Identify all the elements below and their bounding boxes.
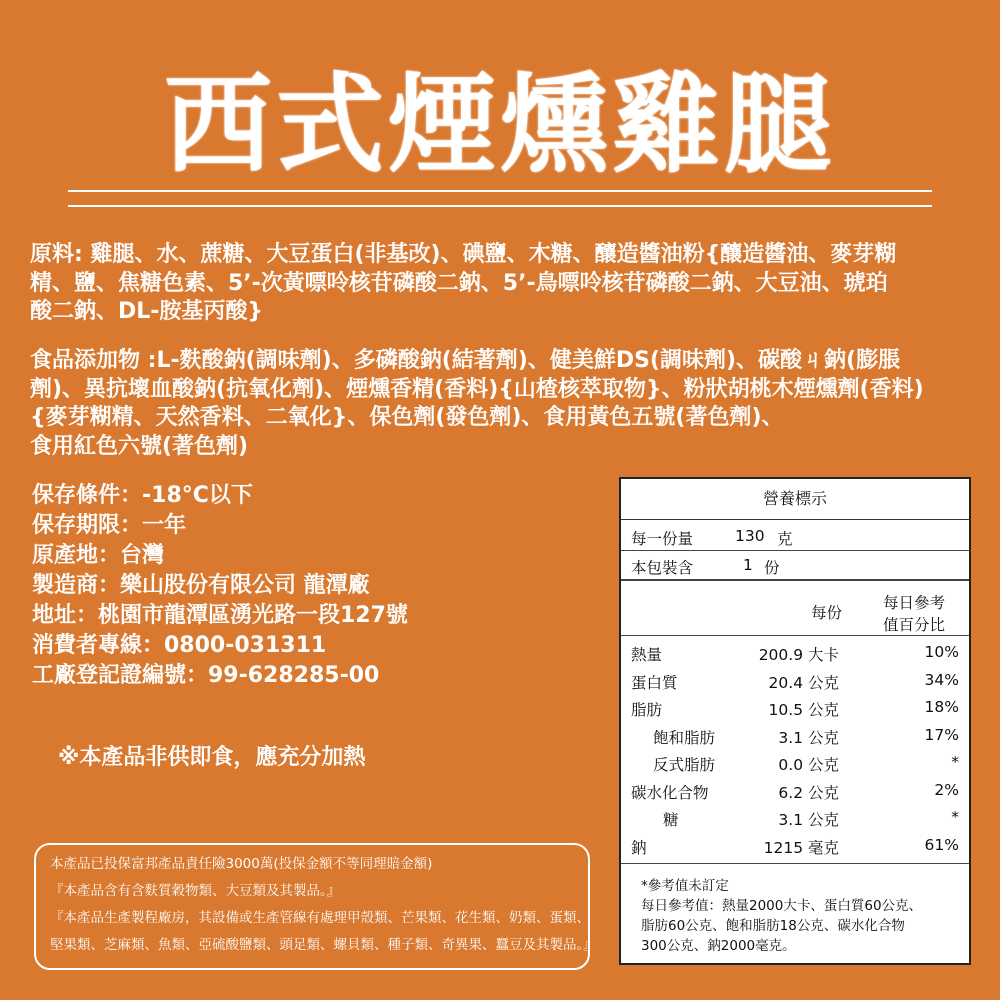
nutrition-footnote [641,876,922,956]
nutrient-daily-value: 10% [924,643,959,661]
ingredients-line: 酸二鈉、DL-胺基丙酸} [30,299,264,324]
heating-warning: ※本產品非供即食，應充分加熱 [58,745,366,770]
footnote-reference: 每日參考值：熱量2000大卡、蛋白質60公克、 [641,898,923,914]
nutrient-name: 熱量 [631,646,663,664]
serving-value: 130 [735,527,765,545]
daily-value-header-2: 值百分比 [883,616,946,634]
nutrient-amount: 0.0 公克 [778,756,839,774]
nutrition-facts-table [619,477,971,965]
daily-value-header-1: 每日參考 [883,594,946,612]
nutrient-name: 糖 [663,811,679,829]
consumer-hotline: 消費者專線：0800-031311 [32,633,327,658]
nutrient-amount: 3.1 公克 [778,811,839,829]
divider [621,635,969,636]
nutrient-amount: 6.2 公克 [778,783,839,802]
title-divider-top [68,190,932,192]
nutrient-amount: 1215 毫克 [763,838,839,857]
insurance-allergen-box [34,843,597,970]
nutrient-daily-value: 34% [924,670,959,689]
nutrition-title: 營養標示 [621,479,969,520]
allergen-line: 『本產品含有含麩質穀物類、大豆類及其製品。』 [50,883,341,899]
nutrient-name: 脂肪 [631,701,663,719]
serving-unit: 克 [777,530,793,548]
pack-label: 本包裝含 [631,559,694,577]
nutrient-name: 鈉 [631,838,647,857]
additives-line: 劑)、異抗壞血酸鈉(抗氧化劑)、煙燻香精(香料){山楂核萃取物}、粉狀胡桃木煙燻劑(香料) [30,376,924,402]
nutrient-daily-value: 61% [924,835,959,854]
additives-block [30,347,975,461]
storage-condition: 保存條件：-18°C以下 [32,483,253,508]
pack-unit: 份 [764,559,780,577]
pack-value: 1 [743,556,753,574]
additives-line: 食品添加物 :L-麩酸鈉(調味劑)、多磷酸鈉(結著劑)、健美鮮DS(調味劑)、碳酸ㄐ鈉(膨脹 [30,348,901,373]
additives-line: 食用紅色六號(著色劑) [30,433,249,459]
nutrient-daily-value: 18% [924,698,959,716]
nutrient-name: 飽和脂肪 [653,728,716,747]
facility-line: 『本產品生產製程廠房，其設備或生產管線有處理甲殼類、芒果類、花生類、奶類、蛋類、 [50,910,590,926]
footnote-note: *參考值未訂定 [641,878,729,894]
ingredients-line: 原料: 雞腿、水、蔗糖、大豆蛋白(非基改)、碘鹽、木糖、釀造醬油粉{釀造醬油、麥芽糊 [30,242,897,267]
nutrient-amount: 10.5 公克 [768,701,839,719]
nutrient-daily-value: * [951,753,959,771]
divider [621,579,969,581]
nutrient-name: 蛋白質 [631,673,678,692]
ingredients-block [30,241,975,327]
footnote-reference: 300公克、鈉2000毫克。 [641,938,796,954]
footnote-reference: 脂肪60公克、飽和脂肪18公克、碳水化合物 [641,918,905,934]
per-serving-header: 每份 [811,604,843,622]
divider [621,863,969,864]
title-divider-bottom [68,205,932,207]
ingredients-line: 精、鹽、焦糖色素、5’-次黃嘌呤核苷磷酸二鈉、5’-鳥嘌呤核苷磷酸二鈉、大豆油、琥珀 [30,270,888,296]
nutrient-daily-value: 17% [924,725,959,744]
product-title: 西式煙燻雞腿 [163,63,836,188]
shelf-life: 保存期限：一年 [32,513,187,538]
country-of-origin: 原產地：台灣 [32,543,165,568]
nutrient-amount: 3.1 公克 [778,728,839,747]
nutrient-amount: 20.4 公克 [768,673,839,692]
serving-label: 每一份量 [631,530,694,548]
product-info [32,481,408,691]
insurance-line: 本產品已投保富邦產品責任險3000萬(投保金額不等同理賠金額) [50,856,433,872]
additives-line: {麥芽糊精、天然香料、二氧化}、保色劑(發色劑)、食用黃色五號(著色劑)、 [30,405,784,430]
facility-line: 堅果類、芝麻類、魚類、亞硫酸鹽類、頭足類、螺貝類、種子類、奇異果、蠶豆及其製品。』 [50,937,597,953]
nutrient-daily-value: * [951,808,959,826]
nutrient-name: 反式脂肪 [653,756,716,774]
nutrient-name: 碳水化合物 [631,783,709,802]
factory-registration: 工廠登記證編號：99-628285-00 [32,663,380,688]
nutrient-daily-value: 2% [934,780,959,799]
address: 地址：桃園市龍潭區湧光路一段127號 [32,603,408,628]
divider [621,550,969,551]
nutrient-amount: 200.9 大卡 [758,646,839,664]
manufacturer: 製造商：樂山股份有限公司 龍潭廠 [32,573,370,598]
